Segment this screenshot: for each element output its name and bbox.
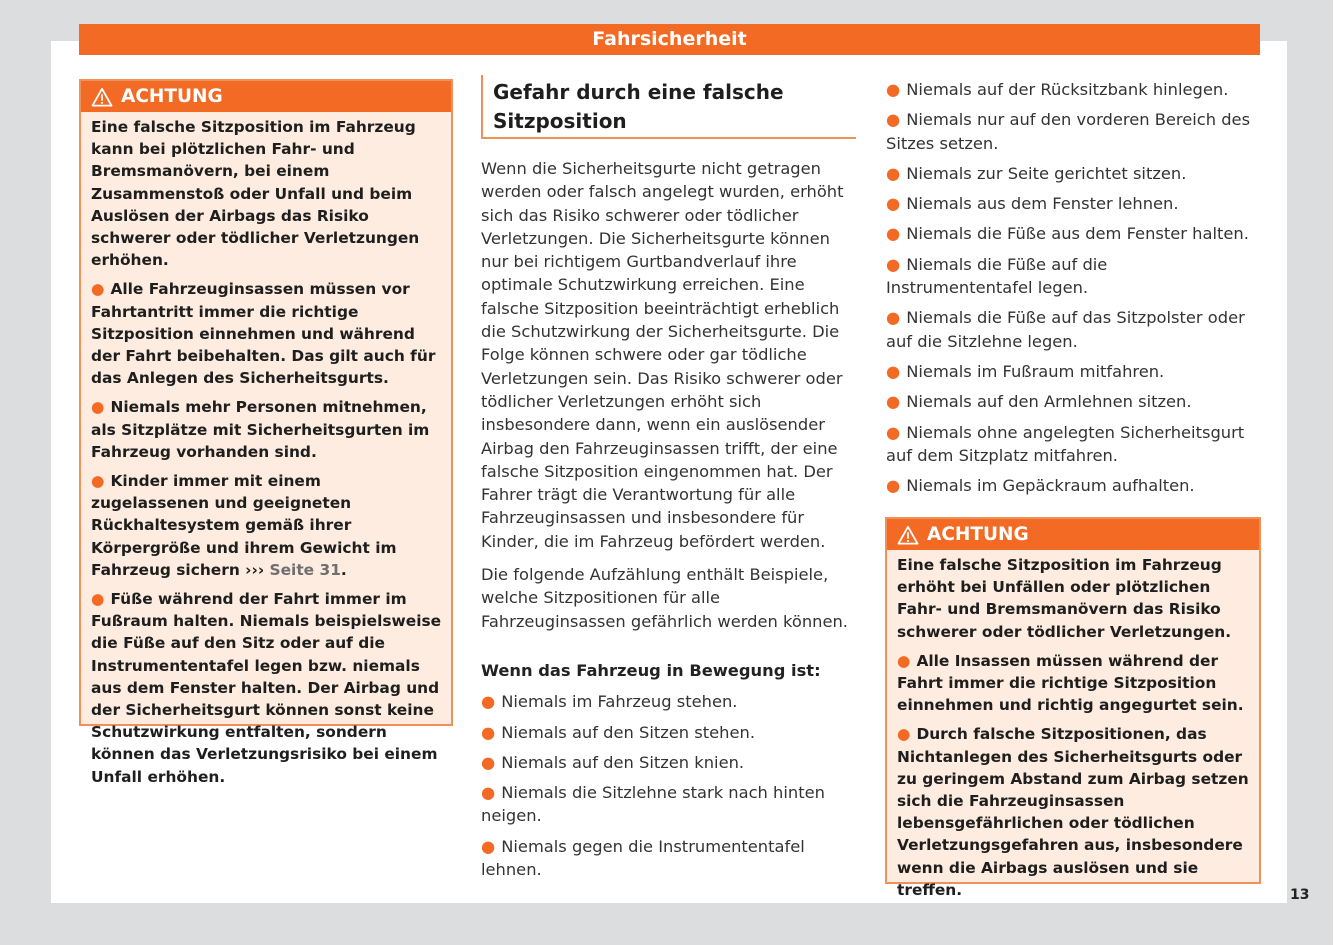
reference-arrow: ››› xyxy=(245,560,265,579)
list-item: ● Niemals im Fußraum mitfahren. xyxy=(886,361,1165,381)
bullet-dot-icon: ● xyxy=(886,80,901,99)
bullet-dot-icon: ● xyxy=(897,725,911,744)
bullet-dot-icon: ● xyxy=(886,110,901,130)
list-item: ● Niemals ohne angelegten Sicherheitsgurt auf dem Sitzplatz mitfahren. xyxy=(886,422,1245,465)
bullet-dot-icon: ● xyxy=(91,280,105,299)
bullet-dot-icon: ● xyxy=(91,472,105,491)
middle-column xyxy=(481,75,856,888)
page-reference-link[interactable]: Seite 31 xyxy=(269,560,341,579)
warning-bullet: ● Kinder immer mit einem zugelassenen und geeigneten Rückhaltesystem gemäß ihrer Körpergröße und ihrem Gewicht im Fahrzeug sichern ››› Seite 31. xyxy=(91,472,397,579)
bullet-dot-icon: ● xyxy=(897,651,911,670)
warning-title: ACHTUNG xyxy=(927,524,1029,545)
bullet-dot-icon: ● xyxy=(886,163,901,183)
warning-title: ACHTUNG xyxy=(121,86,223,107)
list-item: ● Niemals gegen die Instrumententafel lehnen. xyxy=(481,836,805,880)
list-item: ● Niemals die Füße aus dem Fenster halten. xyxy=(886,224,1249,244)
list-item: ● Niemals die Füße auf das Sitzpolster oder auf die Sitzlehne legen. xyxy=(886,308,1245,351)
bullet-dot-icon: ● xyxy=(886,392,901,412)
right-column xyxy=(886,78,1258,504)
list-item: ● Niemals auf den Sitzen stehen. xyxy=(481,722,756,742)
warning-intro: Eine falsche Sitzposition im Fahrzeug kann bei plötzlichen Fahr- und Bremsmanövern, bei einem Zusammenstoß oder Unfall und beim Auslösen der Airbags das Risiko schwerer oder tödlicher Verletzungen erhöhen. xyxy=(91,118,420,270)
warning-bullet: ● Alle Insassen müssen während der Fahrt immer die richtige Sitzposition einnehmen und richtig angegurtet sein. xyxy=(897,651,1244,715)
bullet-dot-icon: ● xyxy=(886,254,901,274)
section-heading: Gefahr durch eine falsche Sitzposition xyxy=(481,75,856,139)
bullet-dot-icon: ● xyxy=(481,722,496,742)
section-header xyxy=(79,24,1260,55)
bullet-dot-icon: ● xyxy=(886,194,901,214)
adjacent-page-edge xyxy=(1333,0,1339,945)
bullet-dot-icon: ● xyxy=(481,836,496,856)
warning-bullet: ● Durch falsche Sitzpositionen, das Nichtanlegen des Sicherheitsgurts oder zu geringem Abstand zum Airbag setzen sich die Fahrzeuginsassen lebensgefährlichen oder tödlichen Verletzungsgefahren aus, insbesondere wenn die Airbags auslösen und sie treffen. xyxy=(897,725,1249,899)
warning-bullet: ● Füße während der Fahrt immer im Fußraum halten. Niemals beispielsweise die Füße auf den Sitz oder auf die Instrumententafel legen bzw. niemals aus dem Fenster halten. Der Airbag und der Sicherheitsgurt können sonst keine Schutzwirkung entfalten, sondern können das Verletzungsrisiko bei einem Unfall erhöhen. xyxy=(91,590,442,786)
bullet-dot-icon: ● xyxy=(886,308,901,328)
bullet-dot-icon: ● xyxy=(886,476,901,496)
list-item: ● Niemals nur auf den vorderen Bereich des Sitzes setzen. xyxy=(886,110,1251,153)
list-item: ● Niemals auf der Rücksitzbank hinlegen. xyxy=(886,80,1229,99)
section-title: Fahrsicherheit xyxy=(592,28,747,50)
warning-triangle-icon xyxy=(91,87,113,107)
warning-triangle-icon xyxy=(897,525,919,545)
list-subheading: Wenn das Fahrzeug in Bewegung ist: xyxy=(481,660,821,680)
bullet-dot-icon: ● xyxy=(886,422,901,442)
warning-body xyxy=(81,112,451,799)
page-number: 13 xyxy=(1290,887,1310,903)
bullet-dot-icon: ● xyxy=(91,590,105,609)
warning-box-left xyxy=(79,79,453,786)
bullet-dot-icon: ● xyxy=(886,361,901,381)
bullet-dot-icon: ● xyxy=(886,224,901,244)
list-item: ● Niemals die Sitzlehne stark nach hinten neigen. xyxy=(481,783,825,826)
warning-bullet: ● Niemals mehr Personen mitnehmen, als Sitzplätze mit Sicherheitsgurten im Fahrzeug vorhanden sind. xyxy=(91,398,430,461)
warning-header xyxy=(81,81,451,112)
list-item: ● Niemals auf den Sitzen knien. xyxy=(481,752,745,772)
warning-intro: Eine falsche Sitzposition im Fahrzeug erhöht bei Unfällen oder plötzlichen Fahr- und Bremsmanövern das Risiko schwerer oder tödlicher Verletzungen. xyxy=(897,556,1232,641)
bullet-dot-icon: ● xyxy=(481,783,496,803)
list-item: ● Niemals die Füße auf die Instrumententafel legen. xyxy=(886,254,1108,298)
warning-body xyxy=(887,550,1259,912)
body-paragraph: Wenn die Sicherheitsgurte nicht getragen werden oder falsch angelegt wurden, erhöht sich das Risiko schwerer oder tödlicher Verletzungen. Die Sicherheitsgurte können nur bei richtigem Gurtbandverlauf ihre optimale Schutzwirkung erreichen. Eine falsche Sitzposition beeinträchtigt erheblich die Schutzwirkung der Sicherheitsgurte. Die Folge können schwere oder gar tödliche Verletzungen sein. Das Risiko schwerer oder tödlicher Verletzungen erhöht sich insbesondere dann, wenn ein auslösender Airbag den Fahrzeuginsassen trifft, der eine falsche Sitzposition eingenommen hat. Der Fahrer trägt die Verantwortung für alle Fahrzeuginsassen und insbesondere für Kinder, die im Fahrzeug befördert werden. xyxy=(481,159,844,551)
warning-bullet: ● Alle Fahrzeuginsassen müssen vor Fahrtantritt immer die richtige Sitzposition einnehmen und während der Fahrt beibehalten. Das gilt auch für das Anlegen des Sicherheitsgurts. xyxy=(91,280,436,388)
bullet-dot-icon: ● xyxy=(481,692,496,712)
list-item: ● Niemals im Gepäckraum aufhalten. xyxy=(886,476,1195,496)
warning-header xyxy=(887,519,1259,550)
warning-box-right xyxy=(885,517,1261,899)
list-item: ● Niemals aus dem Fenster lehnen. xyxy=(886,194,1179,214)
list-item: ● Niemals im Fahrzeug stehen. xyxy=(481,692,738,712)
list-item: ● Niemals auf den Armlehnen sitzen. xyxy=(886,392,1192,412)
bullet-dot-icon: ● xyxy=(91,398,105,417)
body-paragraph: Die folgende Aufzählung enthält Beispiele, welche Sitzpositionen für alle Fahrzeuginsassen gefährlich werden können. xyxy=(481,565,848,631)
list-item: ● Niemals zur Seite gerichtet sitzen. xyxy=(886,163,1187,183)
bullet-dot-icon: ● xyxy=(481,752,496,772)
